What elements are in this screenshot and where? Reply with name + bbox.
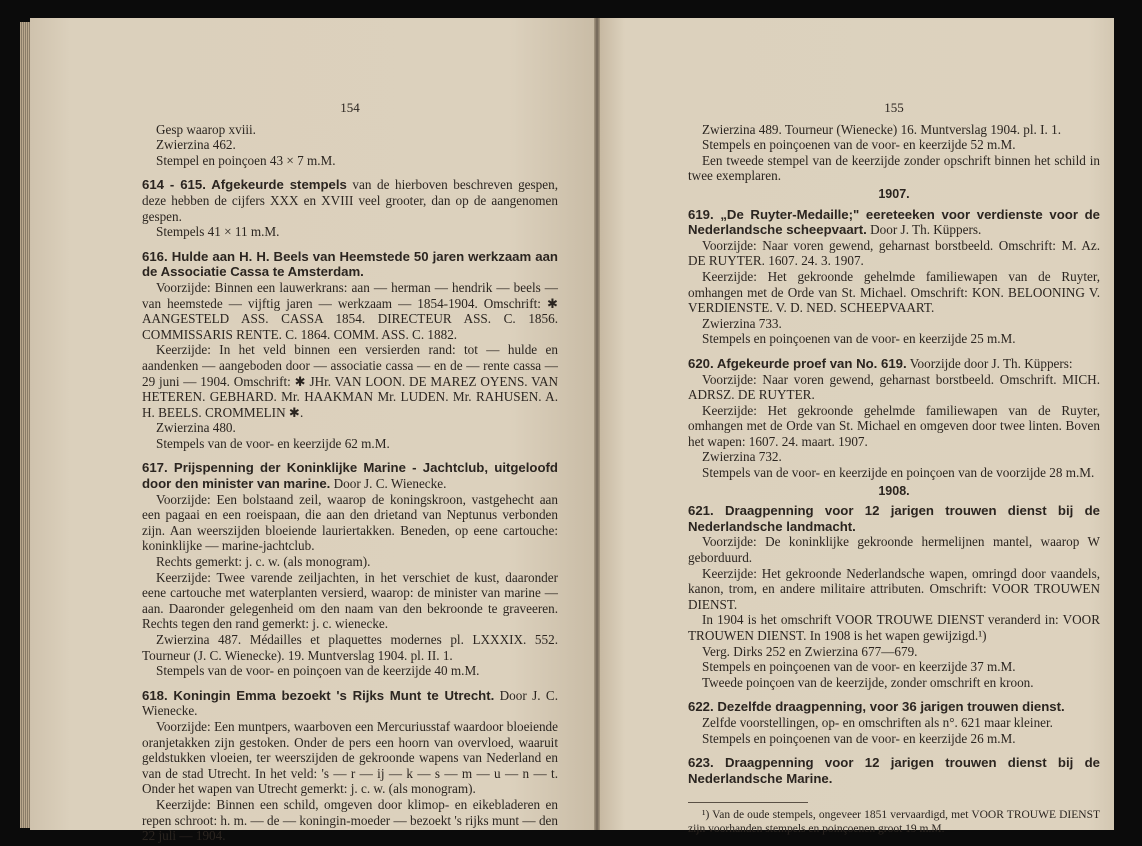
footnote: ¹) Van de oude stempels, ongeveer 1851 vervaardigd, met VOOR TROUWE DIENST zijn voorhanden stempels en poinçoenen groot 19 m.M. <box>688 809 1100 835</box>
entry-618 <box>142 688 558 719</box>
paragraph: Voorzijde: Een muntpers, waarboven een Mercuriusstaf waardoor bloeiende oranjetakken zijn gestoken. Onder de pers een hoorn van overvloed, waaruit geldstukken vloeien, ter weerszijden de gekroonde wapens van Nederland en van de stad Utrecht. In het veld: 's — r — ij — k — s — m — u — n — t. Onder het wapen van Utrecht gemerkt: j. c. w. (als monogram). <box>142 718 558 797</box>
right-text-column <box>688 100 1100 836</box>
paragraph: Stempels 41 × 11 m.M. <box>156 224 280 240</box>
paragraph: Keerzijde: Het gekroonde gehelmde familiewapen van de Ruyter, omhangen met de Orde van St. Michael en omgeven door twee linten. Boven het wapen: 1607. 24. maart. 1907. <box>688 402 1100 449</box>
entry-heading: 622. Dezelfde draagpenning, voor 36 jarigen trouwen dienst. <box>688 699 1065 715</box>
entry-619 <box>688 207 1100 238</box>
entry-heading: 620. Afgekeurde proef van No. 619. <box>688 355 907 371</box>
paragraph: Keerzijde: Het gekroonde Nederlandsche wapen, omringd door vaandels, kanon, trom, en andere militaire attributen. Omschrift: VOOR TROUWEN DIENST. <box>688 565 1100 612</box>
paragraph: Zwierzina 487. Médailles et plaquettes modernes pl. LXXXIX. 552. Tourneur (J. C. Wienecke). 19. Muntverslag 1904. pl. II. 1. <box>142 632 558 663</box>
entry-author: Voorzijde door J. Th. Küppers: <box>906 355 1073 371</box>
entry-heading: 623. Draagpenning voor 12 jarigen trouwen dienst bij de Nederlandsche Marine. <box>688 755 1100 786</box>
paragraph: Stempels en poinçoenen van de voor- en keerzijde 52 m.M. <box>702 137 1016 153</box>
paragraph: Stempels van de voor- en keerzijde en poinçoen van de voorzijde 28 m.M. <box>702 465 1095 481</box>
footnote-rule <box>688 802 808 803</box>
right-page <box>600 18 1114 835</box>
paragraph: Keerzijde: Twee varende zeiljachten, in het verschiet de kust, daaronder eene cartouche met waterplanten versierd, waarop: de minister van marine — aan. Daaronder gelegenheid om den naam van den bekroonde te graveeren. Rechts tegen den rand gemerkt: j. c. wienecke. <box>142 569 558 632</box>
paragraph: Voorzijde: Binnen een lauwerkrans: aan — herman — hendrik — beels — van heemstede — vijftig jaren — werkzaam — 1854-1904. Omschrift: ✱ AANGESTELD ASS. CASSA 1854. DIRECTEUR ASS. C. 1856. COMMISSARIS RENTE. C. 1864. COMM. ASS. C. 1882. <box>142 279 558 342</box>
paragraph: In 1904 is het omschrift VOOR TROUWE DIENST veranderd in: VOOR TROUWEN DIENST. In 1908 is het wapen gewijzigd.¹) <box>688 612 1100 643</box>
page-number: 155 <box>884 100 904 115</box>
entry-heading: 621. Draagpenning voor 12 jarigen trouwen dienst bij de Nederlandsche landmacht. <box>688 503 1100 534</box>
entry-622 <box>688 699 1100 715</box>
entry-author: Door J. C. Wienecke. <box>330 476 447 492</box>
entry-616 <box>142 249 558 280</box>
entry-617 <box>142 460 558 491</box>
entry-621 <box>688 503 1100 534</box>
entry-heading: 619. „De Ruyter-Medaille;" eereteeken voor verdienste voor de Nederlandsche scheepvaart. <box>688 206 1100 238</box>
paragraph: Stempel en poinçoen 43 × 7 m.M. <box>156 152 336 168</box>
paragraph: Voorzijde: Naar voren gewend, geharnast borstbeeld. Omschrift. MICH. ADRSZ. DE RUYTER. <box>688 371 1100 403</box>
paragraph: Zwierzina 732. <box>702 449 782 465</box>
paragraph: Rechts gemerkt: j. c. w. (als monogram). <box>156 554 371 570</box>
entry-text: van de hierboven beschreven gespen, deze hebben de cijfers XXX en XVIII veel grooter, dan op de aangenomen gespen. <box>142 177 558 224</box>
paragraph: Zwierzina 462. <box>156 137 236 153</box>
paragraph: Zwierzina 480. <box>156 420 236 436</box>
paragraph: Keerzijde: Het gekroonde gehelmde familiewapen van de Ruyter, omhangen met de Orde van St. Michael. Omschrift: KON. BELOONING V. VERDIENSTE. V. D. NED. SCHEEPVAART. <box>688 268 1100 316</box>
entry-heading: 614 - 615. Afgekeurde stempels <box>142 177 347 193</box>
left-text-column <box>142 100 558 844</box>
paragraph: Tweede poinçoen van de keerzijde, zonder omschrift en kroon. <box>702 674 1034 690</box>
paragraph: Keerzijde: Binnen een schild, omgeven door klimop- en eikebladeren en repen schroot: h. m. — de — koningin-moeder — bezoekt 's rijks munt — den 22 juli — 1904. <box>142 796 558 844</box>
year-heading: 1907. <box>878 186 910 201</box>
paragraph: Zelfde voorstellingen, op- en omschriften als n°. 621 maar kleiner. <box>702 714 1053 730</box>
entry-heading: 617. Prijspenning der Koninklijke Marine - Jachtclub, uitgeloofd door den minister van marine. <box>142 460 558 492</box>
paragraph: Stempels en poinçoenen van de voor- en keerzijde 26 m.M. <box>702 730 1016 746</box>
year-heading: 1908. <box>878 483 910 498</box>
entry-614 <box>142 177 558 224</box>
entry-author: Door J. Th. Küppers. <box>866 222 982 238</box>
page-edges <box>20 22 30 828</box>
entry-heading: 618. Koningin Emma bezoekt 's Rijks Munt te Utrecht. <box>142 687 495 703</box>
entry-author: Door J. C. Wienecke. <box>142 687 558 719</box>
paragraph: Verg. Dirks 252 en Zwierzina 677—679. <box>702 643 918 659</box>
paragraph: Voorzijde: Een bolstaand zeil, waarop de koningskroon, vastgehecht aan een pagaai en een roeispaan, die aan den drietand van Neptunus verbonden zijn. Aan weerszijden bloeiende lauriertakken. Beneden, op eene cartouche: koninklijke — marine-jachtclub. <box>142 491 558 554</box>
page-number: 154 <box>340 100 360 115</box>
paragraph: Stempels van de voor- en poinçoen van de keerzijde 40 m.M. <box>156 663 480 679</box>
left-page <box>30 18 594 844</box>
paragraph: Stempels en poinçoenen van de voor- en keerzijde 25 m.M. <box>702 331 1016 347</box>
paragraph: Stempels en poinçoenen van de voor- en keerzijde 37 m.M. <box>702 659 1016 675</box>
paragraph: Zwierzina 489. Tourneur (Wienecke) 16. Muntverslag 1904. pl. I. 1. <box>702 121 1062 137</box>
paragraph: Voorzijde: De koninklijke gekroonde hermelijnen mantel, waarop W geborduurd. <box>688 534 1100 566</box>
paragraph: Een tweede stempel van de keerzijde zonder opschrift binnen het schild in twee exemplaren. <box>688 152 1100 184</box>
book-spread <box>20 14 1122 844</box>
paragraph: Zwierzina 733. <box>702 315 782 331</box>
paragraph: Keerzijde: In het veld binnen een versierden rand: tot — hulde en aandenken — aangeboden door — associatie cassa — en de — rente cassa — 29 juni — 1904. Omschrift: ✱ JHr. VAN LOON. DE MAREZ OYENS. VAN HETEREN. GEBHARD. Mr. HAAKMAN Mr. LUDEN. Mr. RAHUSEN. A. H. BEELS. CROMMELIN ✱. <box>142 342 558 420</box>
paragraph: Gesp waarop xviii. <box>156 121 256 137</box>
entry-623 <box>688 755 1100 786</box>
paragraph: Voorzijde: Naar voren gewend, geharnast borstbeeld. Omschrift: M. Az. DE RUYTER. 1607. 24. 3. 1907. <box>688 237 1100 269</box>
entry-620 <box>688 356 1100 372</box>
paragraph: Stempels van de voor- en keerzijde 62 m.M. <box>156 435 390 451</box>
entry-heading: 616. Hulde aan H. H. Beels van Heemstede 50 jaren werkzaam aan de Associatie Cassa te Amsterdam. <box>142 248 558 280</box>
